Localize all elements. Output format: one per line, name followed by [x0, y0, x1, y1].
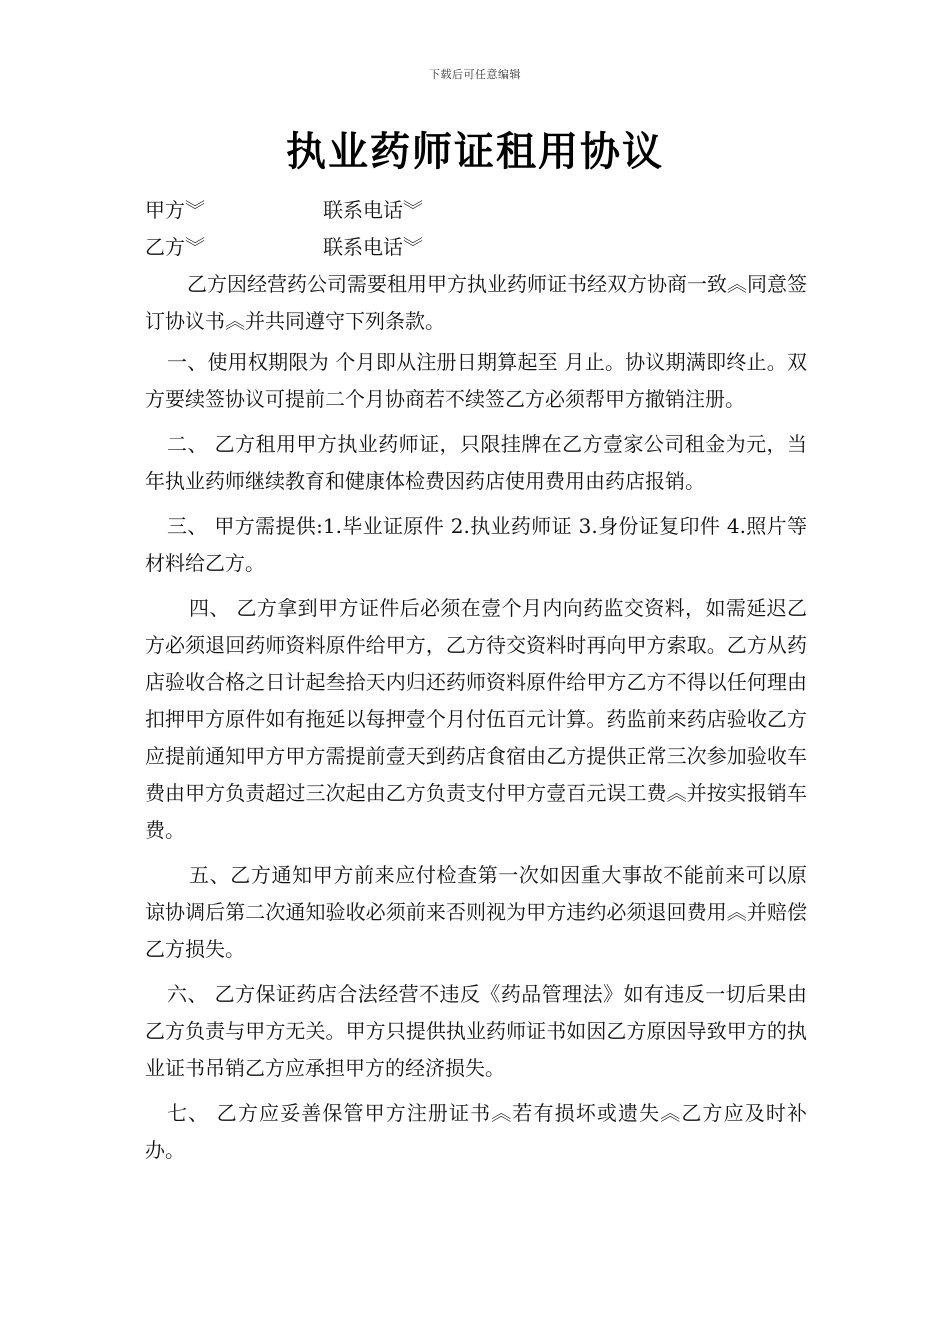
clause-5: 五、乙方通知甲方前来应付检查第一次如因重大事故不能前来可以原谅协调后第二次通知验收必须前来否则视为甲方违约必须退回费用︽并赔偿乙方损失。 [145, 863, 807, 961]
party-b-phone-label: 联系电话︾ [323, 235, 423, 259]
clause-3: 三、 甲方需提供:1.毕业证原件 2.执业药师证 3.身份证复印件 4.照片等材料给乙方。 [145, 514, 807, 575]
header-note: 下载后可任意编辑 [429, 68, 521, 81]
clause-1: 一、使用权期限为 个月即从注册日期算起至 月止。协议期满即终止。双方要续签协议可提前二个月协商若不续签乙方必须帮甲方撤销注册。 [145, 350, 807, 411]
clause-7: 七、 乙方应妥善保管甲方注册证书︽若有损坏或遗失︽乙方应及时补办。 [145, 1101, 807, 1162]
document-body [145, 192, 807, 1169]
party-a-row [145, 192, 807, 229]
party-a-label: 甲方︾ [145, 198, 205, 222]
clause-2: 二、 乙方租用甲方执业药师证，只限挂牌在乙方壹家公司租金为元，当年执业药师继续教育和健康体检费因药店使用费用由药店报销。 [145, 432, 807, 493]
party-a-phone-label: 联系电话︾ [323, 198, 423, 222]
party-b-row [145, 229, 807, 266]
clause-6: 六、 乙方保证药店合法经营不违反《药品管理法》如有违反一切后果由乙方负责与甲方无关。甲方只提供执业药师证书如因乙方原因导致甲方的执业证书吊销乙方应承担甲方的经济损失。 [145, 982, 807, 1080]
clause-4: 四、 乙方拿到甲方证件后必须在壹个月内向药监交资料，如需延迟乙方必须退回药师资料原件给甲方，乙方待交资料时再向甲方索取。乙方从药店验收合格之日计起叁拾天内归还药师资料原件给甲方乙方不得以任何理由扣押甲方原件如有拖延以每押壹个月付伍百元计算。药监前来药店验收乙方应提前通知甲方甲方需提前壹天到药店食宿由乙方提供正常三次参加验收车费由甲方负责超过三次起由乙方负责支付甲方壹百元误工费︽并按实报销车费。 [145, 596, 807, 842]
document-title: 执业药师证租用协议 [286, 128, 664, 175]
intro-paragraph: 乙方因经营药公司需要租用甲方执业药师证书经双方协商一致︽同意签订协议书︽并共同遵守下列条款。 [145, 272, 807, 333]
party-b-label: 乙方︾ [145, 235, 205, 259]
